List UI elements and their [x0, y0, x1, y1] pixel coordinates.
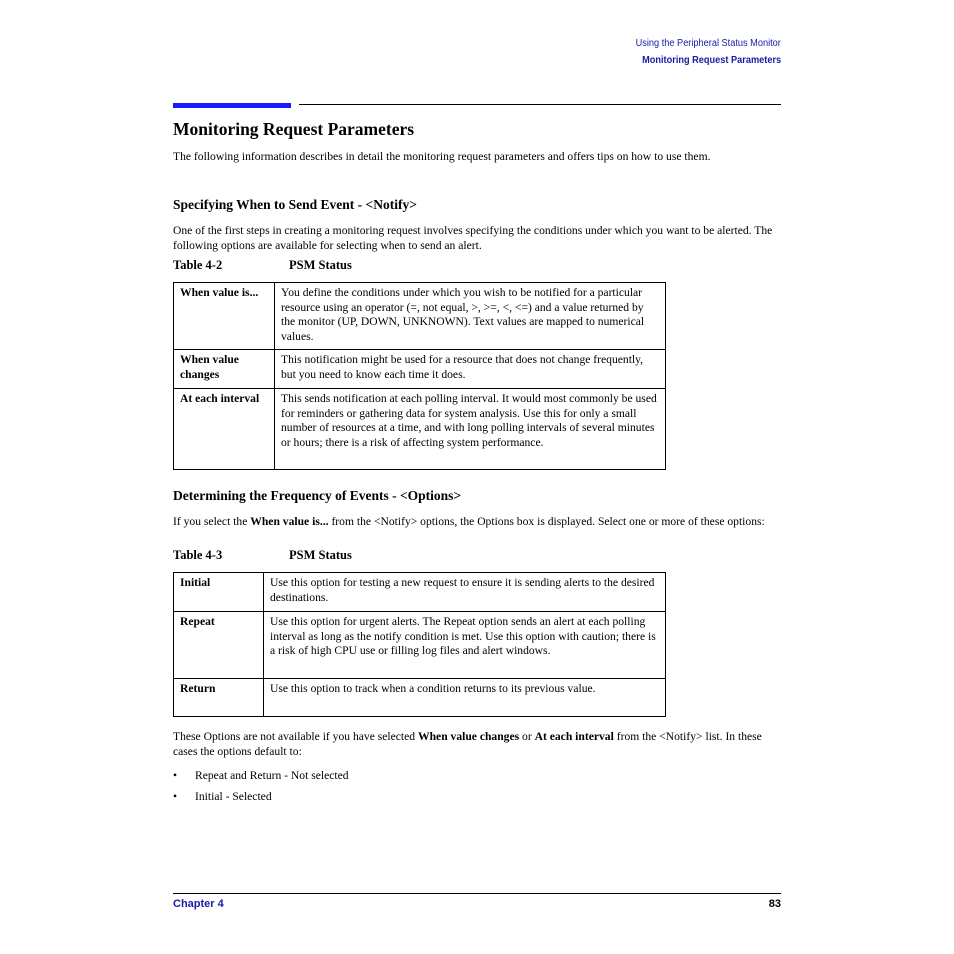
defaults-bold-when-value-changes: When value changes	[418, 730, 520, 743]
table-cell-value: Use this option to track when a condition returns to its previous value.	[264, 679, 666, 717]
list-item-text: Repeat and Return - Not selected	[195, 769, 349, 782]
notify-paragraph: One of the first steps in creating a monitoring request involves specifying the conditions under which you want to be alerted. The following options are available for selecting when to send an alert.	[173, 224, 773, 252]
page-number: 83	[768, 898, 781, 910]
table-row	[174, 389, 666, 470]
table-cell-value: This notification might be used for a resource that does not change frequently, but you need to know each time it does.	[275, 350, 666, 389]
notify-heading: Specifying When to Send Event - <Notify>	[173, 197, 417, 212]
table-cell-value: Use this option for urgent alerts. The Repeat option sends an alert at each polling interval as long as the notify condition is met. Use this option with caution; there is a risk of high CPU use or filling log files and alert windows.	[264, 612, 666, 679]
table-number: Table 4-2	[173, 258, 223, 272]
defaults-paragraph	[173, 730, 783, 759]
table-cell-key: Initial	[174, 573, 264, 612]
options-text-post: from the <Notify> options, the Options box is displayed. Select one or more of these options:	[328, 515, 765, 528]
table-cell-value: This sends notification at each polling interval. It would most commonly be used for reminders or gathering data for system analysis. Use this for only a small number of resources at a time, and with long polling intervals of several minutes or hours; there is a risk of affecting system performance.	[275, 389, 666, 470]
bullet-icon: •	[173, 790, 178, 803]
table-row	[174, 283, 666, 350]
options-paragraph	[173, 515, 783, 530]
section-accent-bar	[173, 103, 291, 108]
table-cell-value: Use this option for testing a new request to ensure it is sending alerts to the desired destinations.	[264, 573, 666, 612]
running-header-section: Monitoring Request Parameters	[641, 55, 781, 66]
intro-paragraph: The following information describes in detail the monitoring request parameters and offers tips on how to use them.	[173, 150, 711, 163]
defaults-text-pre: These Options are not available if you have selected	[173, 730, 418, 743]
table-cell-key: When value is...	[174, 283, 275, 350]
table-title: PSM Status	[289, 548, 352, 562]
table-cell-value: You define the conditions under which you wish to be notified for a particular resource using an operator (=, not equal, >, >=, <, <=) and a value returned by the monitor (UP, DOWN, UNKNOWN). Text values are mapped to numerical values.	[275, 283, 666, 350]
table-row	[174, 612, 666, 679]
page-title: Monitoring Request Parameters	[173, 119, 415, 139]
table-cell-key: Return	[174, 679, 264, 717]
defaults-text-post: from the <Notify> list. In these cases the options default to:	[173, 730, 762, 758]
table-row	[174, 679, 666, 717]
section-divider	[299, 104, 781, 105]
options-text-pre: If you select the	[173, 515, 251, 528]
table-number: Table 4-3	[173, 548, 223, 562]
bullet-icon: •	[173, 769, 178, 782]
options-table	[173, 572, 666, 717]
table-cell-key: Repeat	[174, 612, 264, 679]
table-row	[174, 573, 666, 612]
running-header-chapter: Using the Peripheral Status Monitor	[635, 38, 781, 49]
footer-chapter: Chapter 4	[173, 898, 224, 910]
table-cell-key: When value changes	[174, 350, 275, 389]
table-4-3-caption	[173, 548, 352, 563]
options-text-bold: When value is...	[250, 515, 329, 528]
notify-table	[173, 282, 666, 470]
defaults-bold-at-each-interval: At each interval	[534, 730, 614, 743]
defaults-text-mid: or	[519, 730, 535, 743]
footer-divider	[173, 893, 781, 894]
table-row	[174, 350, 666, 389]
table-title: PSM Status	[289, 258, 352, 272]
table-cell-key: At each interval	[174, 389, 275, 470]
list-item-text: Initial - Selected	[195, 790, 272, 803]
table-4-2-caption	[173, 258, 352, 273]
options-heading: Determining the Frequency of Events - <Options>	[173, 488, 462, 503]
